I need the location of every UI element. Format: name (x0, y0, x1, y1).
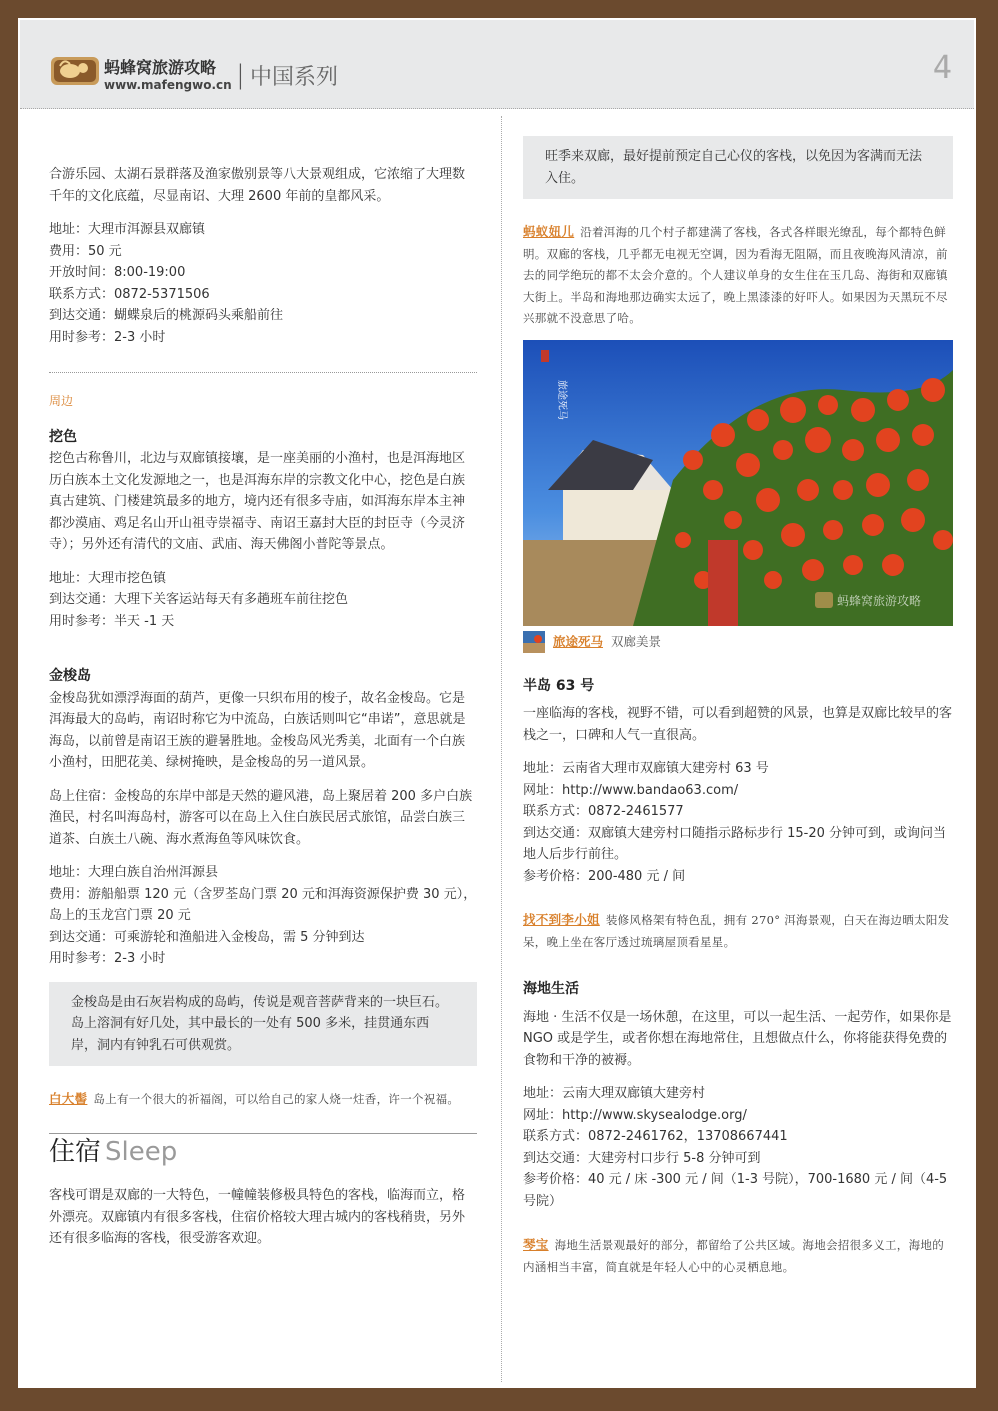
info-line: 费用：游船船票 120 元（含罗荃岛门票 20 元和洱海资源保护费 30 元），岛上的玉龙宫门票 20 元 (49, 886, 477, 923)
info-line: 用时参考：2-3 小时 (49, 951, 166, 966)
shuanglang-photo (523, 340, 953, 626)
left-column (49, 110, 477, 1250)
jinsuo-description: 金梭岛犹如漂浮海面的葫芦，更像一只织布用的梭子，故名金梭岛。它是洱海最大的岛屿，南诏时称它为中流岛，白族话则叫它“串诺”，意思就是海岛，以前曾是南诏王族的避暑胜地。金梭岛风光秀美，北面有一个白族小渔村，田肥花美、绿树掩映，是金梭岛的另一道风景。 (49, 690, 466, 770)
tip-text: 海地生活景观最好的部分，都留给了公共区域。海地会招很多义工，海地的内涵相当丰富，简直就是年轻人心中的心灵栖息地。 (523, 1238, 945, 1274)
author-avatar-icon[interactable] (523, 631, 545, 653)
info-line: 网址：http://www.bandao63.com/ (523, 782, 739, 798)
attraction-info (49, 219, 477, 348)
info-line: 地址：大理市洱源县双廊镇 (49, 222, 206, 237)
traveler-tip (523, 1234, 953, 1278)
brand-url: www.mafengwo.cn (104, 78, 232, 92)
info-line: 地址：云南省大理市双廊镇大建旁村 63 号 (523, 761, 769, 776)
page-header (20, 20, 974, 109)
caption-text: 双廊美景 (611, 633, 662, 649)
info-line: 联系方式：0872-2461577 (523, 804, 684, 819)
info-line: 到达交通：可乘游轮和渔船进入金梭岛，需 5 分钟到达 (49, 929, 365, 945)
waise-title: 挖色 (49, 428, 77, 445)
tip-text: 装修风格架有特色乱，拥有 270° 洱海景观，白天在海边晒太阳发呆，晚上坐在客厅透过琉璃屋顶看星星。 (523, 913, 950, 949)
info-line: 开放时间：8:00-19:00 (49, 265, 186, 280)
brand-name: 蚂蜂窝旅游攻略 (104, 58, 217, 77)
section-divider (49, 372, 477, 373)
sleep-description: 客栈可谓是双廊的一大特色，一幢幢装修极具特色的客栈，临海而立，格外漂亮。双廊镇内有很多客栈，住宿价格较大理古城内的客栈稍贵，另外还有很多临海的客栈，很受游客欢迎。 (49, 1188, 466, 1246)
bandao-info (523, 758, 953, 887)
haidi-description: 海地 · 生活不仅是一场休憩，在这里，可以一起生活、一起劳作，如果你是 NGO 或是学生，或者你想在海地常住，且想做点什么，你将能获得免费的食物和干净的被褥。 (523, 1009, 952, 1068)
jinsuo-info (49, 862, 477, 970)
sleep-title-en: Sleep (105, 1136, 178, 1167)
tip-author-link[interactable]: 蚂蚁妞儿 (523, 224, 575, 239)
info-line: 到达交通：大建旁村口步行 5-8 分钟可到 (523, 1150, 761, 1166)
info-line: 网址：http://www.skysealodge.org/ (523, 1107, 747, 1123)
haidi-title: 海地生活 (523, 981, 579, 997)
photo-caption (523, 630, 953, 654)
info-line: 地址：云南大理双廊镇大建旁村 (523, 1086, 706, 1101)
page-number: 4 (932, 48, 952, 86)
bandao-description: 一座临海的客栈，视野不错，可以看到超赞的风景，也算是双廊比较早的客栈之一，口碑和人气一直很高。 (523, 706, 953, 743)
jinsuo-note: 金梭岛是由石灰岩构成的岛屿，传说是观音菩萨背来的一块巨石。岛上溶洞有好几处，其中最长的一处有 500 多米，挂贯通东西岸，洞内有钟乳石可供观赏。 (49, 982, 477, 1067)
info-line: 到达交通：双廊镇大建旁村口随指示路标步行 15-20 分钟可到，或询问当地人后步行前往。 (523, 825, 947, 862)
tip-author-link[interactable]: 白大髻 (49, 1091, 88, 1106)
info-line: 参考价格：40 元 / 床 -300 元 / 间（1-3 号院），700-1680 元 / 间（4-5 号院） (523, 1172, 948, 1209)
info-line: 地址：大理白族自治州洱源县 (49, 865, 219, 880)
haidi-info (523, 1083, 953, 1212)
traveler-tip (49, 1088, 477, 1111)
tip-author-link[interactable]: 找不到李小姐 (523, 912, 600, 927)
bandao-title: 半岛 63 号 (523, 677, 595, 694)
info-line: 用时参考：半天 -1 天 (49, 613, 175, 629)
series-title: 中国系列 (250, 65, 339, 90)
info-line: 用时参考：2-3 小时 (49, 329, 166, 345)
svg-text:旅途死马: 旅途死马 (556, 379, 567, 420)
tip-text: 岛上有一个很大的祈福阁，可以给自己的家人烧一炷香，许一个祝福。 (93, 1092, 460, 1106)
jinsuo-title: 金梭岛 (49, 668, 91, 684)
booking-note: 旺季来双廊，最好提前预定自己心仪的客栈，以免因为客满而无法入住。 (523, 136, 953, 199)
svg-text:蚂蜂窝旅游攻略: 蚂蜂窝旅游攻略 (837, 593, 922, 608)
info-line: 联系方式：0872-5371506 (49, 286, 210, 302)
sleep-section-title (49, 1133, 477, 1168)
column-divider (501, 116, 502, 1382)
intro-paragraph: 合游乐园、太湖石景群落及渔家傲别景等八大景观组成，它浓缩了大理数千年的文化底蕴，尽显南诏、大理 2600 年前的皇都风采。 (49, 167, 466, 204)
info-line: 费用：50 元 (49, 243, 122, 259)
photo-watermark (815, 592, 921, 608)
bee-logo-icon (50, 52, 100, 88)
info-line: 联系方式：0872-2461762，13708667441 (523, 1129, 788, 1144)
tip-text: 沿着洱海的几个村子都建满了客栈，各式各样眼光缭乱，每个都特色鲜明。双廊的客栈，几乎都无电视无空调，因为看海无阻隔，而且夜晚海风清凉，前去的同学绝玩的都不太会介意的。个人建议单身的女生住在玉几岛、海街和双廊镇大街上。半岛和海地那边确实太远了，晚上黑漆漆的好吓人。如果因为天黑玩不尽兴那就不没意思了哈。 (523, 225, 948, 325)
jinsuo-lodging: 岛上住宿：金梭岛的东岸中部是天然的避风港，岛上聚居着 200 多户白族渔民，村名叫海岛村，游客可以在岛上入住白族民居式旅馆，品尝白族三道茶、白族土八碗、海水煮海鱼等风味饮食。 (49, 788, 473, 847)
traveler-tip (523, 909, 953, 953)
sleep-title-cn: 住宿 (49, 1136, 102, 1167)
photo-author-link[interactable]: 旅途死马 (552, 633, 603, 649)
nearby-label: 周边 (49, 394, 74, 408)
info-line: 地址：大理市挖色镇 (49, 570, 167, 586)
info-line: 到达交通：蝴蝶泉后的桃源码头乘船前往 (49, 308, 284, 323)
header-divider: | (236, 60, 245, 90)
waise-description: 挖色古称鲁川，北边与双廊镇接壤，是一座美丽的小渔村，也是洱海地区历白族本土文化发源地之一，也是洱海东岸的宗教文化中心，挖色是白族真古建筑、门楼建筑最多的地方，境内还有很多寺庙，如洱海东岸本主神都沙漠庙、鸡足名山开山祖寺崇福寺、南诏王嘉封大臣的封臣寺（今灵济寺）；另外还有清代的文庙、武庙、海天佛阁小普陀等景点。 (49, 451, 466, 552)
tip-author-link[interactable]: 琴宝 (523, 1237, 549, 1252)
right-column (523, 110, 953, 1278)
info-line: 参考价格：200-480 元 / 间 (523, 868, 686, 884)
traveler-tip (523, 221, 953, 330)
info-line: 到达交通：大理下关客运站每天有多趟班车前往挖色 (49, 592, 349, 607)
page (18, 18, 976, 1388)
waise-info (49, 568, 477, 633)
